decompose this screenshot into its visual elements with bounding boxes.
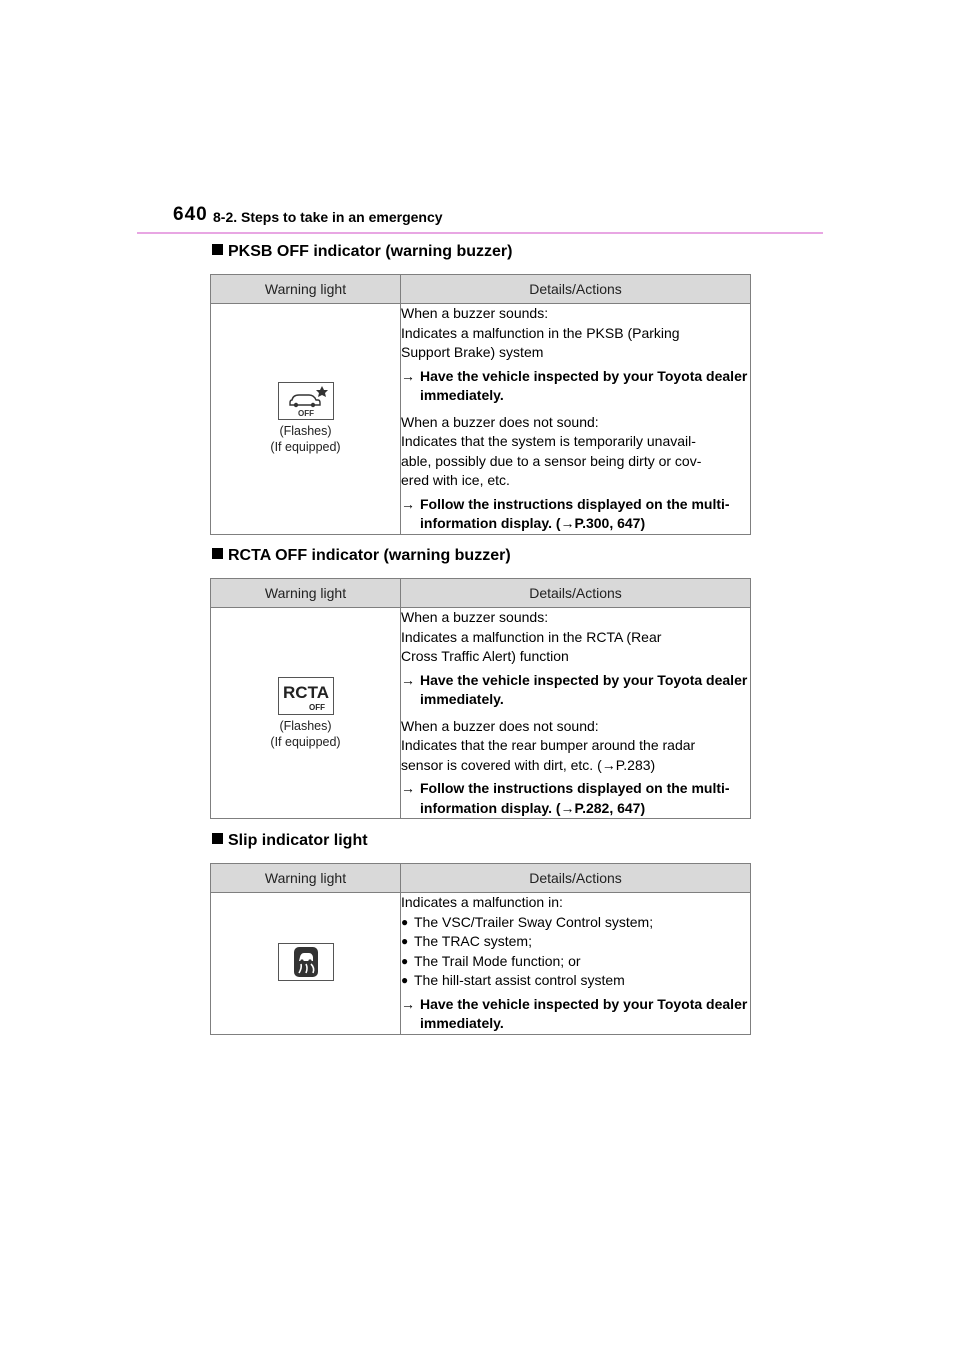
table-header-row [211, 579, 751, 608]
action-item: → Have the vehicle inspected by your Toyota dealer immediately. [401, 671, 750, 710]
list-item: ● The TRAC system; [401, 932, 750, 952]
slip-indicator-icon [278, 943, 334, 981]
rcta-icon-off-text: OFF [308, 702, 325, 712]
details-cell: When a buzzer sounds: Indicates a malfunction in the RCTA (Rear Cross Traffic Alert) function → Have the vehicle inspected by your Toyota dealer immediately. When a buzzer does not sound: Indicates that the rear bumper around the radar sensor is covered with dirt, etc. (→P.283) → Follow the instructions displayed on the multi-information display. (→P.282, 647) [401, 608, 751, 819]
caption-flashes: (Flashes) [279, 424, 332, 439]
warning-light-cell [211, 893, 401, 1035]
col-header-details: Details/Actions [401, 864, 751, 893]
action-item: → Have the vehicle inspected by your Toyota dealer immediately. [401, 995, 750, 1034]
rcta-off-indicator-icon [278, 677, 334, 715]
caption-flashes: (Flashes) [279, 718, 332, 733]
action-item: → Follow the instructions displayed on the multi-information display. (→P.300, 647) [401, 495, 750, 534]
caption-if-equipped: (If equipped) [270, 734, 341, 749]
list-item: ● The VSC/Trailer Sway Control system; [401, 913, 750, 933]
warning-light-cell [211, 608, 401, 819]
list-item: ● The hill-start assist control system [401, 971, 750, 991]
action-item: → Follow the instructions displayed on the multi-information display. (→P.282, 647) [401, 779, 750, 818]
slip-table [210, 863, 751, 1035]
warning-light-cell [211, 304, 401, 535]
arrow-icon: → [401, 367, 415, 384]
action-item: → Have the vehicle inspected by your Toyota dealer immediately. [401, 367, 750, 406]
bullet-icon: ● [401, 973, 409, 987]
table-row [211, 893, 751, 1035]
bullet-icon: ● [401, 953, 409, 968]
page-reference-link[interactable]: P.300, 647) [574, 515, 646, 531]
square-bullet-icon [212, 833, 223, 844]
arrow-icon: → [560, 799, 575, 816]
caption-if-equipped: (If equipped) [270, 440, 341, 455]
rcta-table [210, 578, 751, 819]
rcta-icon-text: RCTA [282, 682, 329, 702]
col-header-details: Details/Actions [401, 275, 751, 304]
table-row [211, 608, 751, 819]
pksb-off-indicator-icon [278, 382, 334, 420]
arrow-icon: → [401, 995, 415, 1012]
details-cell: When a buzzer sounds: Indicates a malfunction in the PKSB (Parking Support Brake) system → Have the vehicle inspected by your Toyota dealer immediately. When a buzzer does not sound: Indicates that the system is temporarily unavail- able, possibly due to a sensor being dirty or cov- ered with ice, etc. → Follow the instructions displayed on the multi-information display. (→P.300, 647) [401, 304, 751, 535]
svg-text:OFF: OFF [297, 409, 314, 419]
table-header-row [211, 275, 751, 304]
list-item: ● The Trail Mode function; or [401, 952, 750, 972]
arrow-icon: → [401, 495, 415, 512]
rcta-heading: RCTA OFF indicator (warning buzzer) [212, 547, 511, 565]
col-header-warning-light: Warning light [211, 864, 401, 893]
pksb-heading: PKSB OFF indicator (warning buzzer) [212, 243, 512, 261]
arrow-icon: → [401, 780, 415, 796]
header-divider [137, 232, 823, 234]
details-cell: Indicates a malfunction in: ● The VSC/Trailer Sway Control system; ● The TRAC system; ● The Trail Mode function; or ● The hill-start assist control system → Have the vehicle inspected by your Toyota dealer immediately. [401, 893, 751, 1035]
bullet-icon: ● [401, 914, 409, 929]
square-bullet-icon [212, 244, 223, 255]
page-number: 640 [173, 204, 208, 225]
page-reference-link[interactable]: P.282, 647) [574, 799, 646, 816]
table-row [211, 304, 751, 535]
section-title: 8-2. Steps to take in an emergency [213, 209, 443, 225]
arrow-icon: → [401, 671, 415, 688]
col-header-warning-light: Warning light [211, 579, 401, 608]
page-header [173, 204, 823, 234]
page-reference-link[interactable]: P.283) [615, 756, 656, 773]
col-header-warning-light: Warning light [211, 275, 401, 304]
arrow-icon: → [601, 756, 616, 773]
table-header-row [211, 864, 751, 893]
square-bullet-icon [212, 548, 223, 559]
arrow-icon: → [560, 515, 575, 531]
slip-heading: Slip indicator light [212, 832, 368, 850]
bullet-icon: ● [401, 934, 409, 948]
col-header-details: Details/Actions [401, 579, 751, 608]
pksb-table [210, 274, 751, 535]
